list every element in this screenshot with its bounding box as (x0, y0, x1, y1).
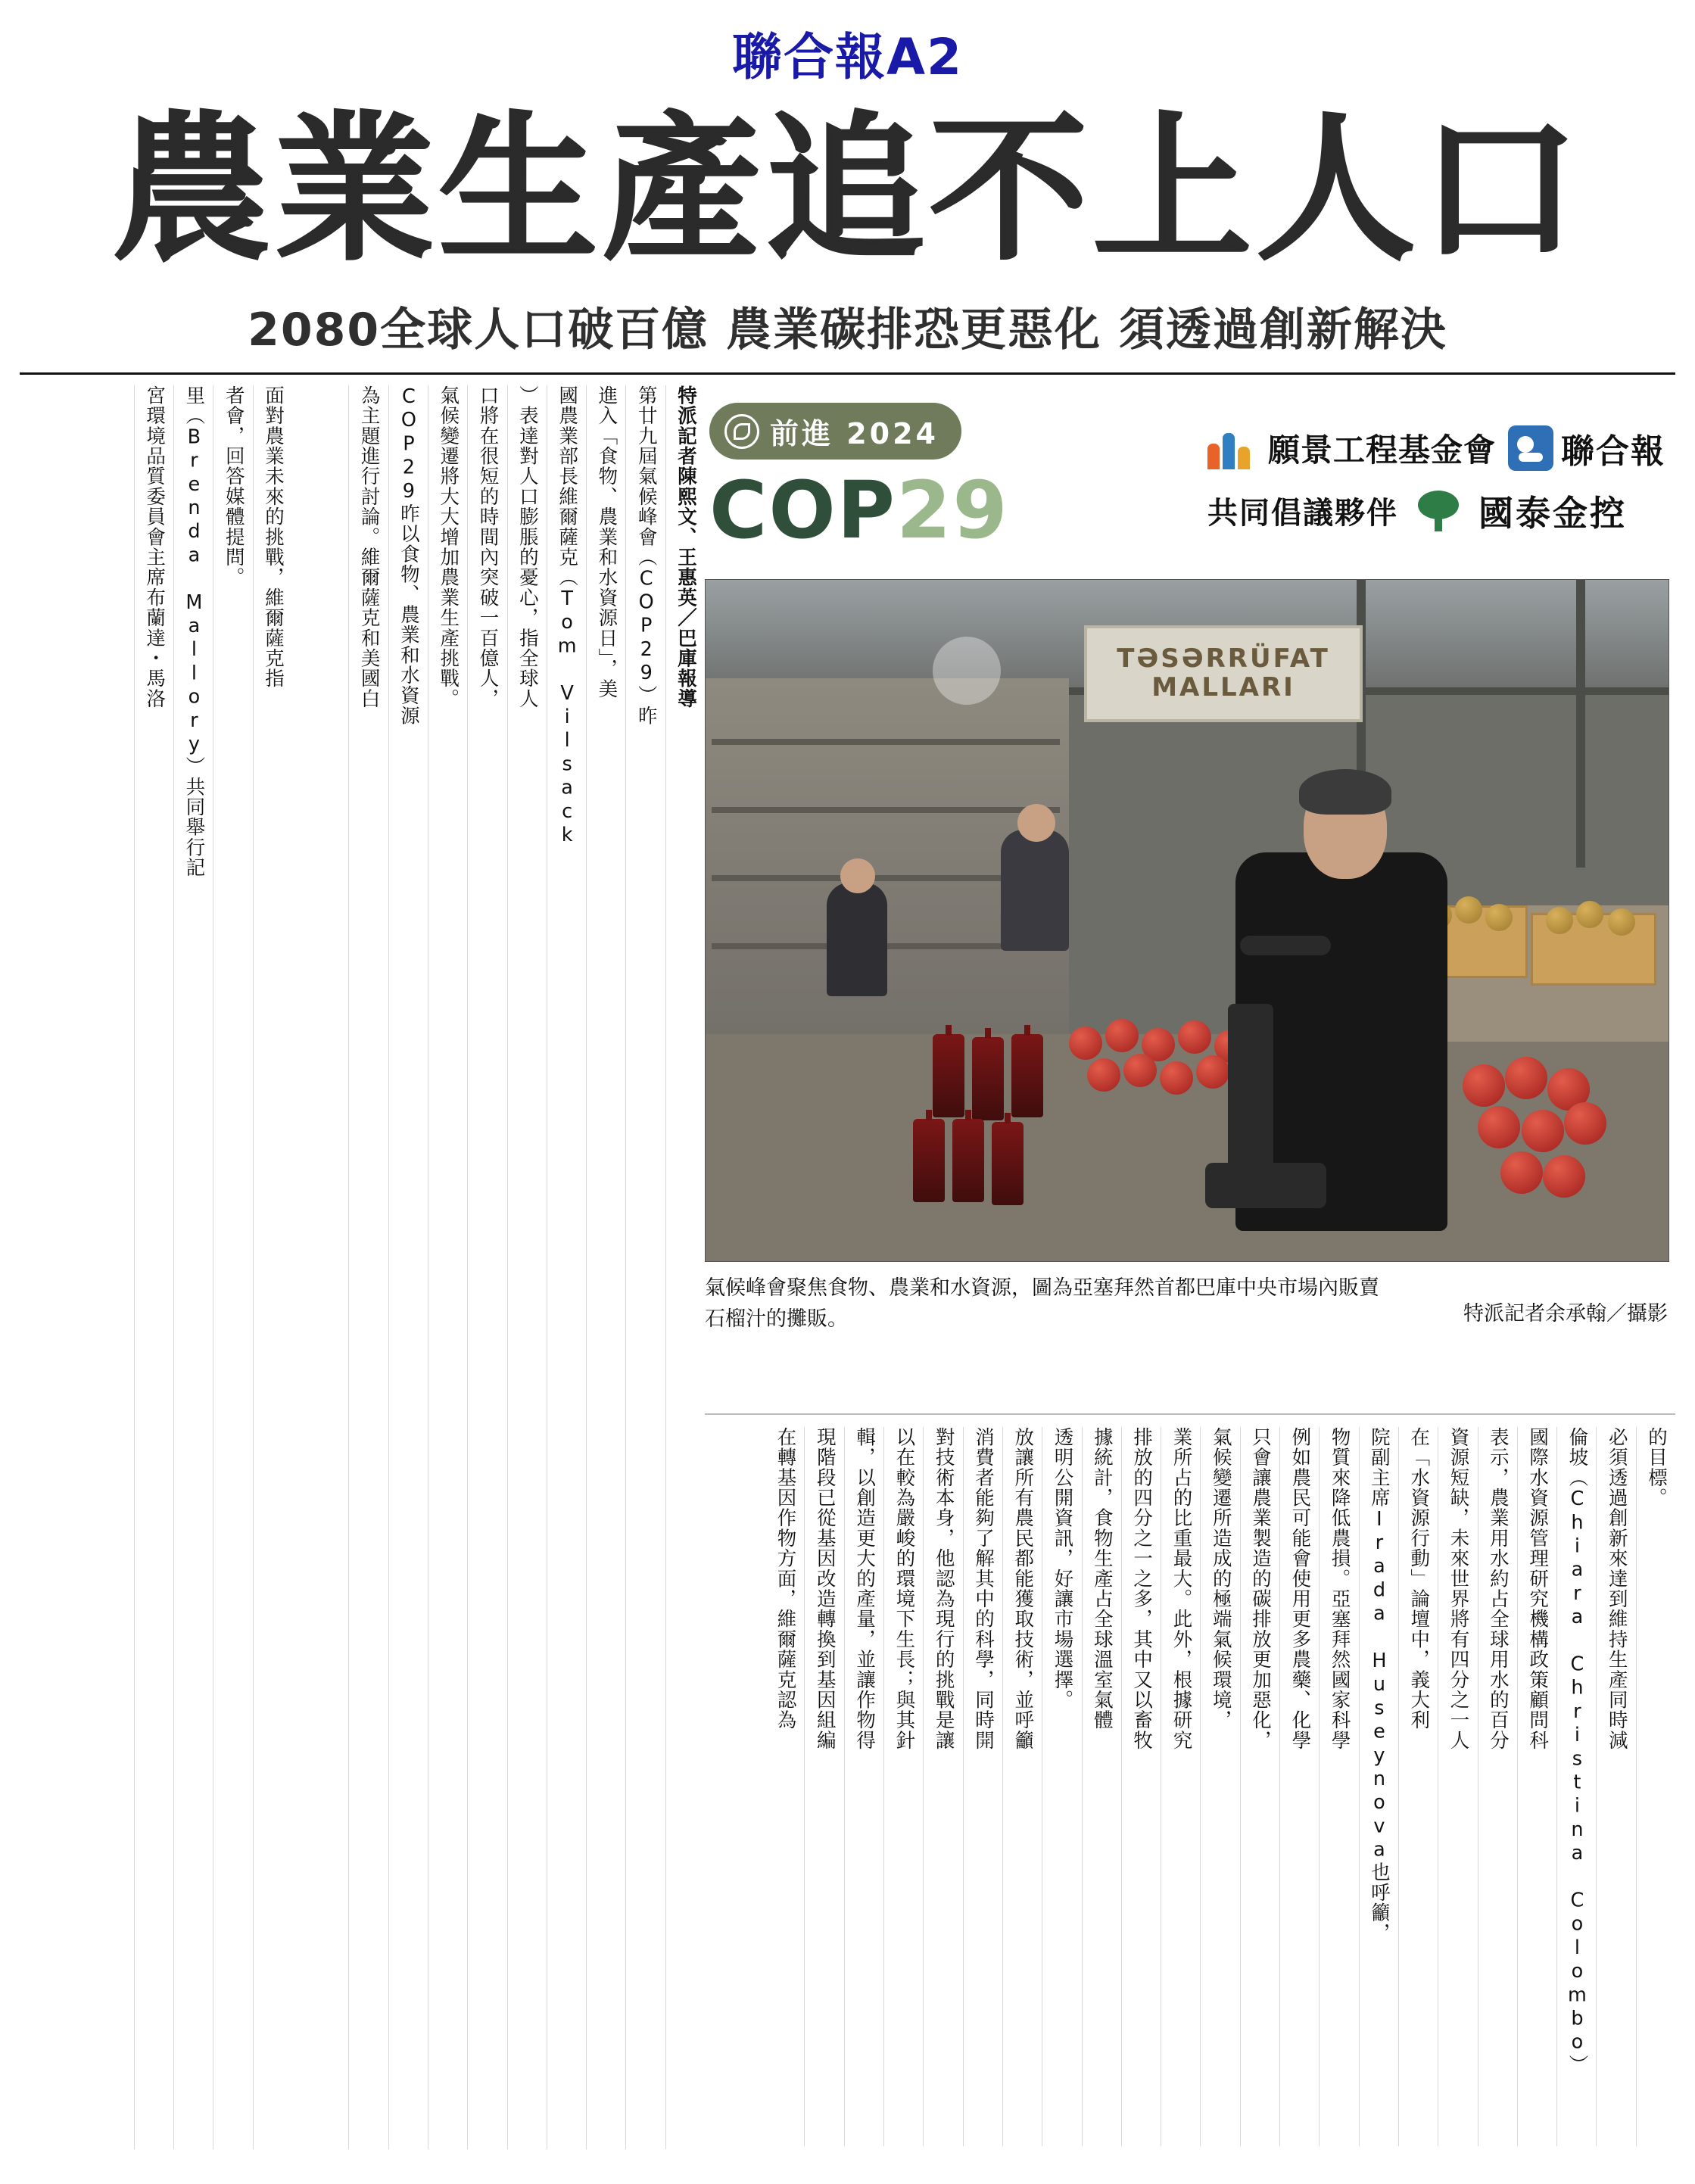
cathay-label: 國泰金控 (1478, 492, 1627, 534)
photo-credit: 特派記者余承翰／攝影 (1463, 1301, 1668, 1326)
text-column: 資源短缺，未來世界將有四分之一人 (1438, 1427, 1477, 2146)
cop-number: 29 (896, 464, 1009, 556)
tree-icon (1413, 489, 1463, 533)
text-column: 業所占的比重最大。此外，根據研究 (1161, 1427, 1200, 2146)
text-column: 宮環境品質委員會主席布蘭達・馬洛 (134, 385, 173, 2149)
cop-text: COP (709, 464, 896, 556)
text-column: 的目標。 (1636, 1427, 1675, 2146)
text-column: 氣候變遷將大大增加農業生產挑戰。 (428, 385, 467, 2149)
text-column: 放讓所有農民都能獲取技術，並呼籲 (1002, 1427, 1042, 2146)
text-column: 表示，農業用水約占全球用水的百分 (1478, 1427, 1517, 2146)
text-column: 在轉基因作物方面，維爾薩克認為 (774, 1426, 797, 1730)
text-column: 里（Brenda Mallory）共同舉行記 (173, 385, 213, 2149)
leaf-icon (724, 414, 759, 449)
text-column: 進入「食物、農業和水資源日」，美 (586, 385, 625, 2149)
text-column: 國農業部長維爾薩克（Tom Vilsack (547, 385, 586, 2149)
partner-logos (1207, 424, 1675, 536)
text-column: ）表達對人口膨脹的憂心，指全球人 (507, 385, 547, 2149)
leaf-watermark-icon (933, 637, 1001, 705)
left-column-group (20, 385, 292, 2149)
partner-row-bottom (1207, 486, 1675, 536)
section-divider (705, 1413, 1675, 1415)
forward-2024-badge (709, 403, 961, 460)
middle-column-group (292, 385, 705, 2149)
article-photo (705, 579, 1669, 1262)
text-column: 為主題進行討論。維爾薩克和美國白 (348, 385, 388, 2149)
page-headline: 農業生產追不上人口 (111, 97, 1584, 282)
text-column: 透明公開資訊，好讓市場選擇。 (1042, 1427, 1081, 2146)
page-subheadline: 2080全球人口破百億 農業碳排恐更惡化 須透過創新解決 (248, 303, 1447, 357)
text-column: 例如農民可能會使用更多農藥、化學 (1279, 1427, 1319, 2146)
udn-label: 聯合報 (1561, 432, 1666, 471)
text-column: 國際水資源管理研究機構政策顧問科 (1517, 1427, 1556, 2146)
masthead-title: 聯合報A2 (731, 28, 963, 86)
text-column: 對技術本身，他認為現行的挑戰是讓 (923, 1427, 962, 2146)
text-column: 院副主席Irada Huseynova也呼籲， (1359, 1427, 1398, 2146)
text-column: 氣候變遷所造成的極端氣候環境， (1200, 1427, 1239, 2146)
market-sign: TƏSƏRRÜFAT MALLARI (1084, 625, 1363, 722)
vision-foundation-icon (1207, 427, 1256, 469)
text-column: 倫坡（Chiara Christina Colombo） (1556, 1427, 1596, 2146)
text-column: 口將在很短的時間內突破一百億人， (467, 385, 506, 2149)
article-body (20, 375, 1675, 2184)
text-column: 輯，以創造更大的產量，並讓作物得 (844, 1427, 883, 2146)
badge-label: 前進 2024 (770, 417, 939, 450)
cop29-wordmark (709, 464, 1194, 556)
text-column: 以在較為嚴峻的環境下生長；與其針 (883, 1427, 923, 2146)
text-column: 在「水資源行動」論壇中，義大利 (1398, 1427, 1438, 2146)
logo-and-photo-block (705, 385, 1675, 1407)
text-column: 必須透過創新來達到維持生產同時減 (1596, 1427, 1635, 2146)
vision-foundation-label: 願景工程基金會 (1268, 431, 1497, 469)
text-column: 面對農業未來的挑戰，維爾薩克指 (253, 385, 292, 2149)
text-column: COP29昨以食物、農業和水資源 (388, 385, 428, 2149)
photo-caption-row (705, 1273, 1668, 1336)
text-column: 者會，回答媒體提問。 (213, 385, 252, 2149)
udn-mark-icon (1508, 425, 1553, 471)
right-column-group (705, 1427, 1675, 2146)
text-column: 只會讓農業製造的碳排放更加惡化， (1240, 1427, 1279, 2146)
cop29-logo (709, 403, 1194, 556)
partner-row-top (1207, 424, 1675, 472)
text-column: 據統計，食物生產占全球溫室氣體 (1082, 1427, 1121, 2146)
text-column: 現階段已從基因改造轉換到基因組編 (804, 1427, 843, 2146)
text-column: 消費者能夠了解其中的科學，同時開 (963, 1427, 1002, 2146)
co-advocate-label: 共同倡議夥伴 (1207, 496, 1398, 531)
text-column: 物質來降低農損。亞塞拜然國家科學 (1319, 1427, 1358, 2146)
byline-column: 特派記者陳熙文、王惠英／巴庫報導 (665, 385, 705, 2149)
text-column: 第廿九屆氣候峰會（COP29）昨 (625, 385, 665, 2149)
udn-logo (1508, 424, 1665, 472)
sponsor-logo-band (705, 385, 1675, 575)
text-column: 排放的四分之一之多，其中又以畜牧 (1121, 1427, 1161, 2146)
photo-caption: 氣候峰會聚焦食物、農業和水資源，圖為亞塞拜然首都巴庫中央市場內販賣石榴汁的攤販。 (705, 1276, 1379, 1332)
